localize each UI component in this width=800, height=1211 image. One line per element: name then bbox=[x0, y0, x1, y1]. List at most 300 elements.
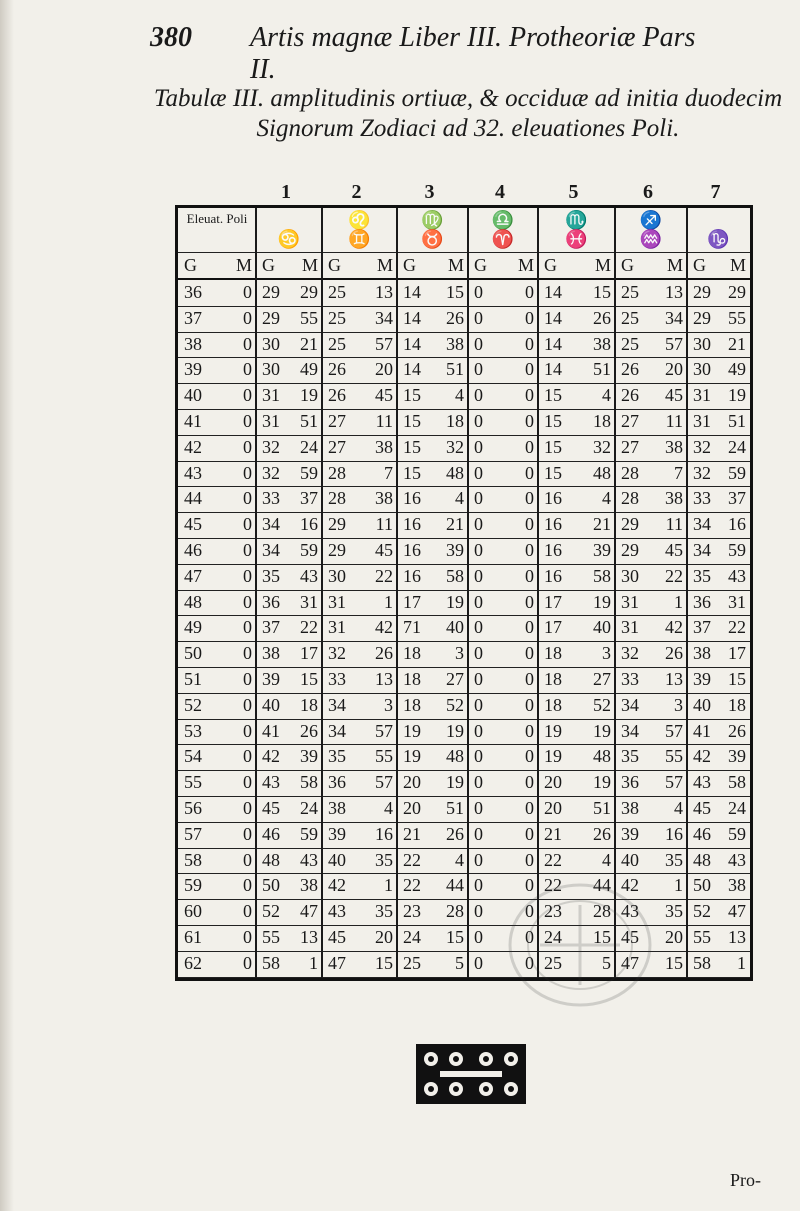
table-row bbox=[178, 332, 750, 359]
degrees-cell: 25 bbox=[621, 333, 639, 354]
minutes-cell: 44 bbox=[446, 875, 464, 896]
aquarius-symbol-icon: ♒ bbox=[639, 229, 663, 249]
degrees-cell: 0 bbox=[474, 952, 483, 973]
degrees-header: G bbox=[184, 255, 197, 275]
minutes-cell: 15 bbox=[728, 669, 746, 689]
minutes-cell: 26 bbox=[446, 307, 464, 328]
minutes-cell: 49 bbox=[728, 359, 746, 380]
running-head bbox=[150, 22, 710, 85]
degrees-cell: 50 bbox=[262, 875, 280, 896]
minutes-cell: 4 bbox=[384, 798, 393, 818]
degrees-cell: 22 bbox=[544, 849, 562, 870]
minutes-header: M bbox=[236, 255, 253, 275]
minutes-cell: 24 bbox=[728, 436, 746, 457]
degrees-cell: 31 bbox=[621, 591, 639, 612]
minutes-cell: 0 bbox=[243, 436, 252, 457]
degrees-cell: 14 bbox=[544, 333, 562, 354]
minutes-cell: 51 bbox=[593, 798, 611, 818]
degrees-cell: 18 bbox=[544, 643, 562, 664]
minutes-cell: 38 bbox=[728, 875, 746, 896]
degrees-cell: 15 bbox=[544, 462, 562, 483]
minutes-cell: 0 bbox=[525, 669, 534, 689]
degrees-cell: 55 bbox=[262, 927, 280, 947]
minutes-cell: 24 bbox=[300, 798, 318, 818]
minutes-header: M bbox=[667, 255, 684, 275]
minutes-cell: 38 bbox=[593, 333, 611, 354]
degrees-cell: 29 bbox=[621, 540, 639, 560]
degrees-cell: 15 bbox=[544, 385, 562, 406]
printer-ornament-icon bbox=[416, 1044, 526, 1104]
minutes-cell: 27 bbox=[593, 669, 611, 689]
degrees-cell: 37 bbox=[262, 617, 280, 638]
degrees-cell: 0 bbox=[474, 488, 483, 509]
degrees-cell: 71 bbox=[403, 617, 421, 638]
degrees-cell: 23 bbox=[403, 901, 421, 922]
minutes-cell: 58 bbox=[728, 772, 746, 793]
minutes-cell: 3 bbox=[384, 694, 393, 715]
capricorn-symbol-icon: ♑ bbox=[707, 229, 730, 249]
minutes-cell: 13 bbox=[665, 669, 683, 689]
degrees-cell: 31 bbox=[328, 591, 346, 612]
degrees-cell: 32 bbox=[262, 462, 280, 483]
degrees-cell: 32 bbox=[328, 643, 346, 664]
degrees-cell: 29 bbox=[328, 514, 346, 535]
degrees-cell: 26 bbox=[621, 385, 639, 406]
minutes-cell: 0 bbox=[243, 462, 252, 483]
column-rule bbox=[321, 208, 323, 978]
minutes-header: M bbox=[518, 255, 535, 275]
table-row bbox=[178, 357, 750, 384]
minutes-cell: 59 bbox=[728, 462, 746, 483]
degrees-cell: 34 bbox=[621, 720, 639, 741]
minutes-cell: 37 bbox=[728, 488, 746, 509]
page-edge-shadow bbox=[0, 0, 14, 1211]
minutes-cell: 38 bbox=[375, 436, 393, 457]
degrees-cell: 20 bbox=[544, 772, 562, 793]
column-number: 5 bbox=[568, 181, 579, 203]
degrees-cell: 19 bbox=[544, 746, 562, 767]
degrees-cell: 32 bbox=[262, 436, 280, 457]
minutes-cell: 19 bbox=[446, 720, 464, 741]
minutes-cell: 58 bbox=[593, 565, 611, 586]
minutes-cell: 26 bbox=[593, 307, 611, 328]
minutes-cell: 0 bbox=[243, 540, 252, 560]
minutes-cell: 35 bbox=[375, 849, 393, 870]
degrees-cell: 0 bbox=[474, 927, 483, 947]
degrees-cell: 42 bbox=[328, 875, 346, 896]
minutes-cell: 21 bbox=[593, 514, 611, 535]
minutes-cell: 19 bbox=[593, 720, 611, 741]
minutes-cell: 0 bbox=[243, 565, 252, 586]
degrees-cell: 45 bbox=[262, 798, 280, 818]
table-row bbox=[178, 512, 750, 539]
minutes-cell: 45 bbox=[665, 385, 683, 406]
degrees-cell: 0 bbox=[474, 359, 483, 380]
degrees-cell: 43 bbox=[184, 462, 202, 483]
degrees-cell: 18 bbox=[544, 669, 562, 689]
minutes-cell: 27 bbox=[446, 669, 464, 689]
minutes-cell: 37 bbox=[300, 488, 318, 509]
virgo-symbol-icon: ♍ bbox=[421, 210, 444, 230]
minutes-cell: 20 bbox=[375, 927, 393, 947]
minutes-cell: 13 bbox=[375, 282, 393, 302]
minutes-cell: 51 bbox=[728, 411, 746, 431]
minutes-cell: 0 bbox=[525, 514, 534, 535]
minutes-cell: 0 bbox=[525, 307, 534, 328]
minutes-cell: 0 bbox=[243, 746, 252, 767]
degrees-cell: 45 bbox=[621, 927, 639, 947]
degrees-cell: 36 bbox=[262, 591, 280, 612]
degrees-cell: 0 bbox=[474, 669, 483, 689]
degrees-cell: 42 bbox=[693, 746, 711, 767]
catchword: Pro- bbox=[730, 1170, 761, 1190]
degrees-cell: 47 bbox=[621, 952, 639, 973]
minutes-cell: 26 bbox=[375, 643, 393, 664]
degrees-cell: 16 bbox=[544, 514, 562, 535]
minutes-cell: 0 bbox=[243, 927, 252, 947]
minutes-cell: 38 bbox=[375, 488, 393, 509]
degrees-cell: 33 bbox=[621, 669, 639, 689]
minutes-cell: 26 bbox=[446, 823, 464, 844]
column-rule bbox=[537, 208, 539, 978]
degrees-cell: 19 bbox=[544, 720, 562, 741]
minutes-cell: 0 bbox=[243, 849, 252, 870]
minutes-cell: 1 bbox=[674, 875, 683, 896]
degrees-cell: 14 bbox=[403, 333, 421, 354]
minutes-cell: 35 bbox=[665, 849, 683, 870]
degree-minute-header bbox=[178, 252, 750, 280]
libra-symbol-icon: ♎ bbox=[491, 210, 515, 230]
minutes-cell: 13 bbox=[375, 669, 393, 689]
minutes-cell: 26 bbox=[728, 720, 746, 741]
sign-header-4 bbox=[468, 208, 538, 252]
degrees-cell: 56 bbox=[184, 798, 202, 818]
minutes-cell: 0 bbox=[243, 720, 252, 741]
degrees-cell: 30 bbox=[262, 359, 280, 380]
minutes-cell: 57 bbox=[665, 772, 683, 793]
minutes-cell: 48 bbox=[593, 746, 611, 767]
minutes-cell: 0 bbox=[243, 411, 252, 431]
minutes-cell: 0 bbox=[243, 772, 252, 793]
minutes-cell: 59 bbox=[728, 823, 746, 844]
minutes-cell: 20 bbox=[665, 359, 683, 380]
minutes-cell: 51 bbox=[446, 798, 464, 818]
minutes-cell: 0 bbox=[243, 643, 252, 664]
minutes-cell: 43 bbox=[300, 849, 318, 870]
minutes-cell: 0 bbox=[525, 565, 534, 586]
minutes-cell: 18 bbox=[300, 694, 318, 715]
degrees-cell: 14 bbox=[544, 307, 562, 328]
minutes-cell: 0 bbox=[525, 720, 534, 741]
degrees-cell: 16 bbox=[403, 565, 421, 586]
table-row bbox=[178, 848, 750, 875]
degrees-cell: 42 bbox=[621, 875, 639, 896]
minutes-cell: 57 bbox=[665, 720, 683, 741]
minutes-cell: 0 bbox=[525, 901, 534, 922]
degrees-cell: 30 bbox=[262, 333, 280, 354]
minutes-cell: 22 bbox=[300, 617, 318, 638]
minutes-cell: 0 bbox=[525, 772, 534, 793]
minutes-cell: 43 bbox=[728, 565, 746, 586]
degrees-cell: 31 bbox=[621, 617, 639, 638]
minutes-cell: 0 bbox=[243, 901, 252, 922]
degrees-cell: 28 bbox=[328, 462, 346, 483]
minutes-cell: 0 bbox=[243, 385, 252, 406]
minutes-cell: 16 bbox=[728, 514, 746, 535]
degrees-cell: 18 bbox=[403, 669, 421, 689]
minutes-cell: 39 bbox=[300, 746, 318, 767]
minutes-cell: 15 bbox=[593, 282, 611, 302]
table-row bbox=[178, 719, 750, 746]
amplitude-table bbox=[175, 205, 753, 981]
degrees-cell: 47 bbox=[328, 952, 346, 973]
table-title-line-2: Signorum Zodiaci ad 32. eleuationes Poli. bbox=[256, 115, 680, 142]
degrees-cell: 27 bbox=[621, 436, 639, 457]
degrees-cell: 0 bbox=[474, 694, 483, 715]
minutes-cell: 59 bbox=[300, 823, 318, 844]
table-row bbox=[178, 925, 750, 952]
minutes-cell: 17 bbox=[728, 643, 746, 664]
minutes-cell: 18 bbox=[593, 411, 611, 431]
degrees-cell: 17 bbox=[544, 617, 562, 638]
minutes-cell: 15 bbox=[665, 952, 683, 973]
table-row bbox=[178, 486, 750, 513]
minutes-cell: 15 bbox=[375, 952, 393, 973]
minutes-cell: 15 bbox=[300, 669, 318, 689]
degrees-cell: 38 bbox=[621, 798, 639, 818]
degrees-cell: 34 bbox=[262, 514, 280, 535]
degrees-cell: 20 bbox=[403, 772, 421, 793]
degrees-cell: 0 bbox=[474, 798, 483, 818]
table-row bbox=[178, 899, 750, 926]
degrees-cell: 39 bbox=[262, 669, 280, 689]
degrees-cell: 36 bbox=[184, 282, 202, 302]
running-title: Artis magnæ Liber III. Protheoriæ Pars II. bbox=[250, 22, 696, 85]
minutes-cell: 48 bbox=[593, 462, 611, 483]
degrees-cell: 16 bbox=[544, 565, 562, 586]
minutes-cell: 16 bbox=[665, 823, 683, 844]
minutes-cell: 32 bbox=[446, 436, 464, 457]
minutes-cell: 48 bbox=[446, 462, 464, 483]
minutes-cell: 59 bbox=[300, 462, 318, 483]
sagittarius-symbol-icon: ♐ bbox=[639, 210, 663, 230]
table-row bbox=[178, 770, 750, 797]
degrees-cell: 55 bbox=[184, 772, 202, 793]
minutes-cell: 4 bbox=[602, 488, 611, 509]
minutes-cell: 0 bbox=[243, 694, 252, 715]
degrees-cell: 14 bbox=[544, 359, 562, 380]
minutes-cell: 0 bbox=[243, 952, 252, 973]
minutes-cell: 3 bbox=[455, 643, 464, 664]
gemini-symbol-icon: ♊ bbox=[348, 229, 371, 249]
degrees-cell: 53 bbox=[184, 720, 202, 741]
minutes-cell: 4 bbox=[602, 385, 611, 406]
degrees-cell: 58 bbox=[184, 849, 202, 870]
minutes-cell: 15 bbox=[446, 927, 464, 947]
degrees-header: G bbox=[328, 255, 341, 275]
degrees-cell: 36 bbox=[621, 772, 639, 793]
degrees-cell: 30 bbox=[693, 359, 711, 380]
minutes-cell: 29 bbox=[300, 282, 318, 302]
minutes-cell: 26 bbox=[665, 643, 683, 664]
table-row bbox=[178, 615, 750, 642]
minutes-cell: 59 bbox=[728, 540, 746, 560]
degrees-cell: 33 bbox=[262, 488, 280, 509]
degrees-cell: 0 bbox=[474, 875, 483, 896]
minutes-cell: 0 bbox=[525, 952, 534, 973]
minutes-cell: 11 bbox=[665, 514, 683, 535]
degrees-cell: 21 bbox=[403, 823, 421, 844]
degrees-cell: 0 bbox=[474, 462, 483, 483]
minutes-cell: 43 bbox=[300, 565, 318, 586]
degrees-cell: 22 bbox=[403, 875, 421, 896]
column-number: 2 bbox=[351, 181, 362, 203]
table-row bbox=[178, 796, 750, 823]
degrees-cell: 29 bbox=[693, 307, 711, 328]
minutes-cell: 28 bbox=[446, 901, 464, 922]
degrees-cell: 34 bbox=[621, 694, 639, 715]
degrees-cell: 24 bbox=[544, 927, 562, 947]
degrees-cell: 45 bbox=[184, 514, 202, 535]
degrees-cell: 40 bbox=[262, 694, 280, 715]
table-title-line-1: Tabulæ III. amplitudinis ortiuæ, & occiduæ ad initia duodecim bbox=[153, 85, 783, 112]
degrees-cell: 62 bbox=[184, 952, 202, 973]
degrees-cell: 0 bbox=[474, 385, 483, 406]
table-row bbox=[178, 590, 750, 617]
minutes-cell: 4 bbox=[455, 488, 464, 509]
degrees-cell: 36 bbox=[693, 591, 711, 612]
minutes-cell: 19 bbox=[446, 591, 464, 612]
minutes-cell: 0 bbox=[243, 488, 252, 509]
minutes-cell: 0 bbox=[525, 823, 534, 844]
degrees-cell: 58 bbox=[262, 952, 280, 973]
table-row bbox=[178, 564, 750, 591]
degrees-cell: 0 bbox=[474, 720, 483, 741]
degrees-cell: 31 bbox=[693, 385, 711, 406]
minutes-cell: 21 bbox=[300, 333, 318, 354]
degrees-cell: 19 bbox=[403, 720, 421, 741]
degrees-cell: 42 bbox=[262, 746, 280, 767]
degrees-cell: 46 bbox=[693, 823, 711, 844]
minutes-cell: 18 bbox=[446, 411, 464, 431]
degrees-cell: 15 bbox=[403, 436, 421, 457]
column-number: 7 bbox=[710, 181, 721, 203]
minutes-cell: 0 bbox=[525, 540, 534, 560]
degrees-header: G bbox=[403, 255, 416, 275]
degrees-cell: 58 bbox=[693, 952, 711, 973]
minutes-cell: 1 bbox=[309, 952, 318, 973]
scorpio-symbol-icon: ♏ bbox=[565, 210, 588, 230]
degrees-cell: 32 bbox=[621, 643, 639, 664]
minutes-cell: 42 bbox=[375, 617, 393, 638]
degrees-cell: 26 bbox=[328, 359, 346, 380]
degrees-cell: 55 bbox=[693, 927, 711, 947]
column-number: 6 bbox=[643, 181, 653, 203]
minutes-cell: 38 bbox=[300, 875, 318, 896]
minutes-cell: 13 bbox=[728, 927, 746, 947]
table-row bbox=[178, 667, 750, 694]
degrees-cell: 46 bbox=[184, 540, 202, 560]
degrees-cell: 15 bbox=[544, 411, 562, 431]
degrees-cell: 40 bbox=[328, 849, 346, 870]
degrees-cell: 31 bbox=[262, 385, 280, 406]
degrees-cell: 27 bbox=[328, 411, 346, 431]
sign-header-2 bbox=[322, 208, 397, 252]
minutes-cell: 0 bbox=[525, 411, 534, 431]
minutes-cell: 44 bbox=[593, 875, 611, 896]
degrees-cell: 43 bbox=[328, 901, 346, 922]
degrees-cell: 32 bbox=[693, 462, 711, 483]
degrees-cell: 16 bbox=[403, 540, 421, 560]
minutes-cell: 11 bbox=[665, 411, 683, 431]
minutes-cell: 57 bbox=[375, 333, 393, 354]
degrees-cell: 18 bbox=[403, 643, 421, 664]
aries-symbol-icon: ♈ bbox=[491, 229, 515, 249]
minutes-cell: 4 bbox=[602, 849, 611, 870]
minutes-cell: 38 bbox=[665, 436, 683, 457]
degrees-cell: 25 bbox=[621, 282, 639, 302]
degrees-cell: 35 bbox=[621, 746, 639, 767]
degrees-cell: 41 bbox=[184, 411, 202, 431]
table-row bbox=[178, 693, 750, 720]
minutes-cell: 0 bbox=[243, 591, 252, 612]
degrees-cell: 0 bbox=[474, 307, 483, 328]
degrees-cell: 43 bbox=[693, 772, 711, 793]
minutes-cell: 51 bbox=[593, 359, 611, 380]
degrees-cell: 34 bbox=[693, 540, 711, 560]
degrees-cell: 22 bbox=[544, 875, 562, 896]
degrees-cell: 0 bbox=[474, 514, 483, 535]
column-rule bbox=[467, 208, 469, 978]
minutes-cell: 45 bbox=[375, 385, 393, 406]
degrees-cell: 43 bbox=[621, 901, 639, 922]
degrees-cell: 30 bbox=[693, 333, 711, 354]
minutes-cell: 34 bbox=[665, 307, 683, 328]
minutes-header: M bbox=[377, 255, 394, 275]
degrees-cell: 41 bbox=[693, 720, 711, 741]
table-row bbox=[178, 951, 750, 978]
minutes-cell: 21 bbox=[446, 514, 464, 535]
minutes-cell: 55 bbox=[665, 746, 683, 767]
degrees-cell: 39 bbox=[328, 823, 346, 844]
degrees-cell: 31 bbox=[693, 411, 711, 431]
minutes-cell: 0 bbox=[243, 617, 252, 638]
minutes-cell: 29 bbox=[728, 282, 746, 302]
minutes-cell: 58 bbox=[446, 565, 464, 586]
table-row bbox=[178, 744, 750, 771]
table-row bbox=[178, 280, 750, 307]
minutes-cell: 52 bbox=[593, 694, 611, 715]
column-numbers bbox=[175, 181, 753, 205]
degrees-cell: 37 bbox=[184, 307, 202, 328]
degrees-cell: 34 bbox=[328, 720, 346, 741]
degrees-cell: 17 bbox=[403, 591, 421, 612]
minutes-cell: 38 bbox=[446, 333, 464, 354]
minutes-cell: 35 bbox=[665, 901, 683, 922]
column-rule bbox=[686, 208, 688, 978]
degrees-cell: 51 bbox=[184, 669, 202, 689]
degrees-cell: 14 bbox=[403, 307, 421, 328]
minutes-cell: 40 bbox=[446, 617, 464, 638]
minutes-cell: 22 bbox=[375, 565, 393, 586]
degrees-cell: 44 bbox=[184, 488, 202, 509]
minutes-cell: 1 bbox=[674, 591, 683, 612]
minutes-cell: 0 bbox=[525, 875, 534, 896]
degrees-cell: 48 bbox=[262, 849, 280, 870]
minutes-cell: 39 bbox=[446, 540, 464, 560]
degrees-cell: 14 bbox=[403, 282, 421, 302]
minutes-cell: 16 bbox=[300, 514, 318, 535]
